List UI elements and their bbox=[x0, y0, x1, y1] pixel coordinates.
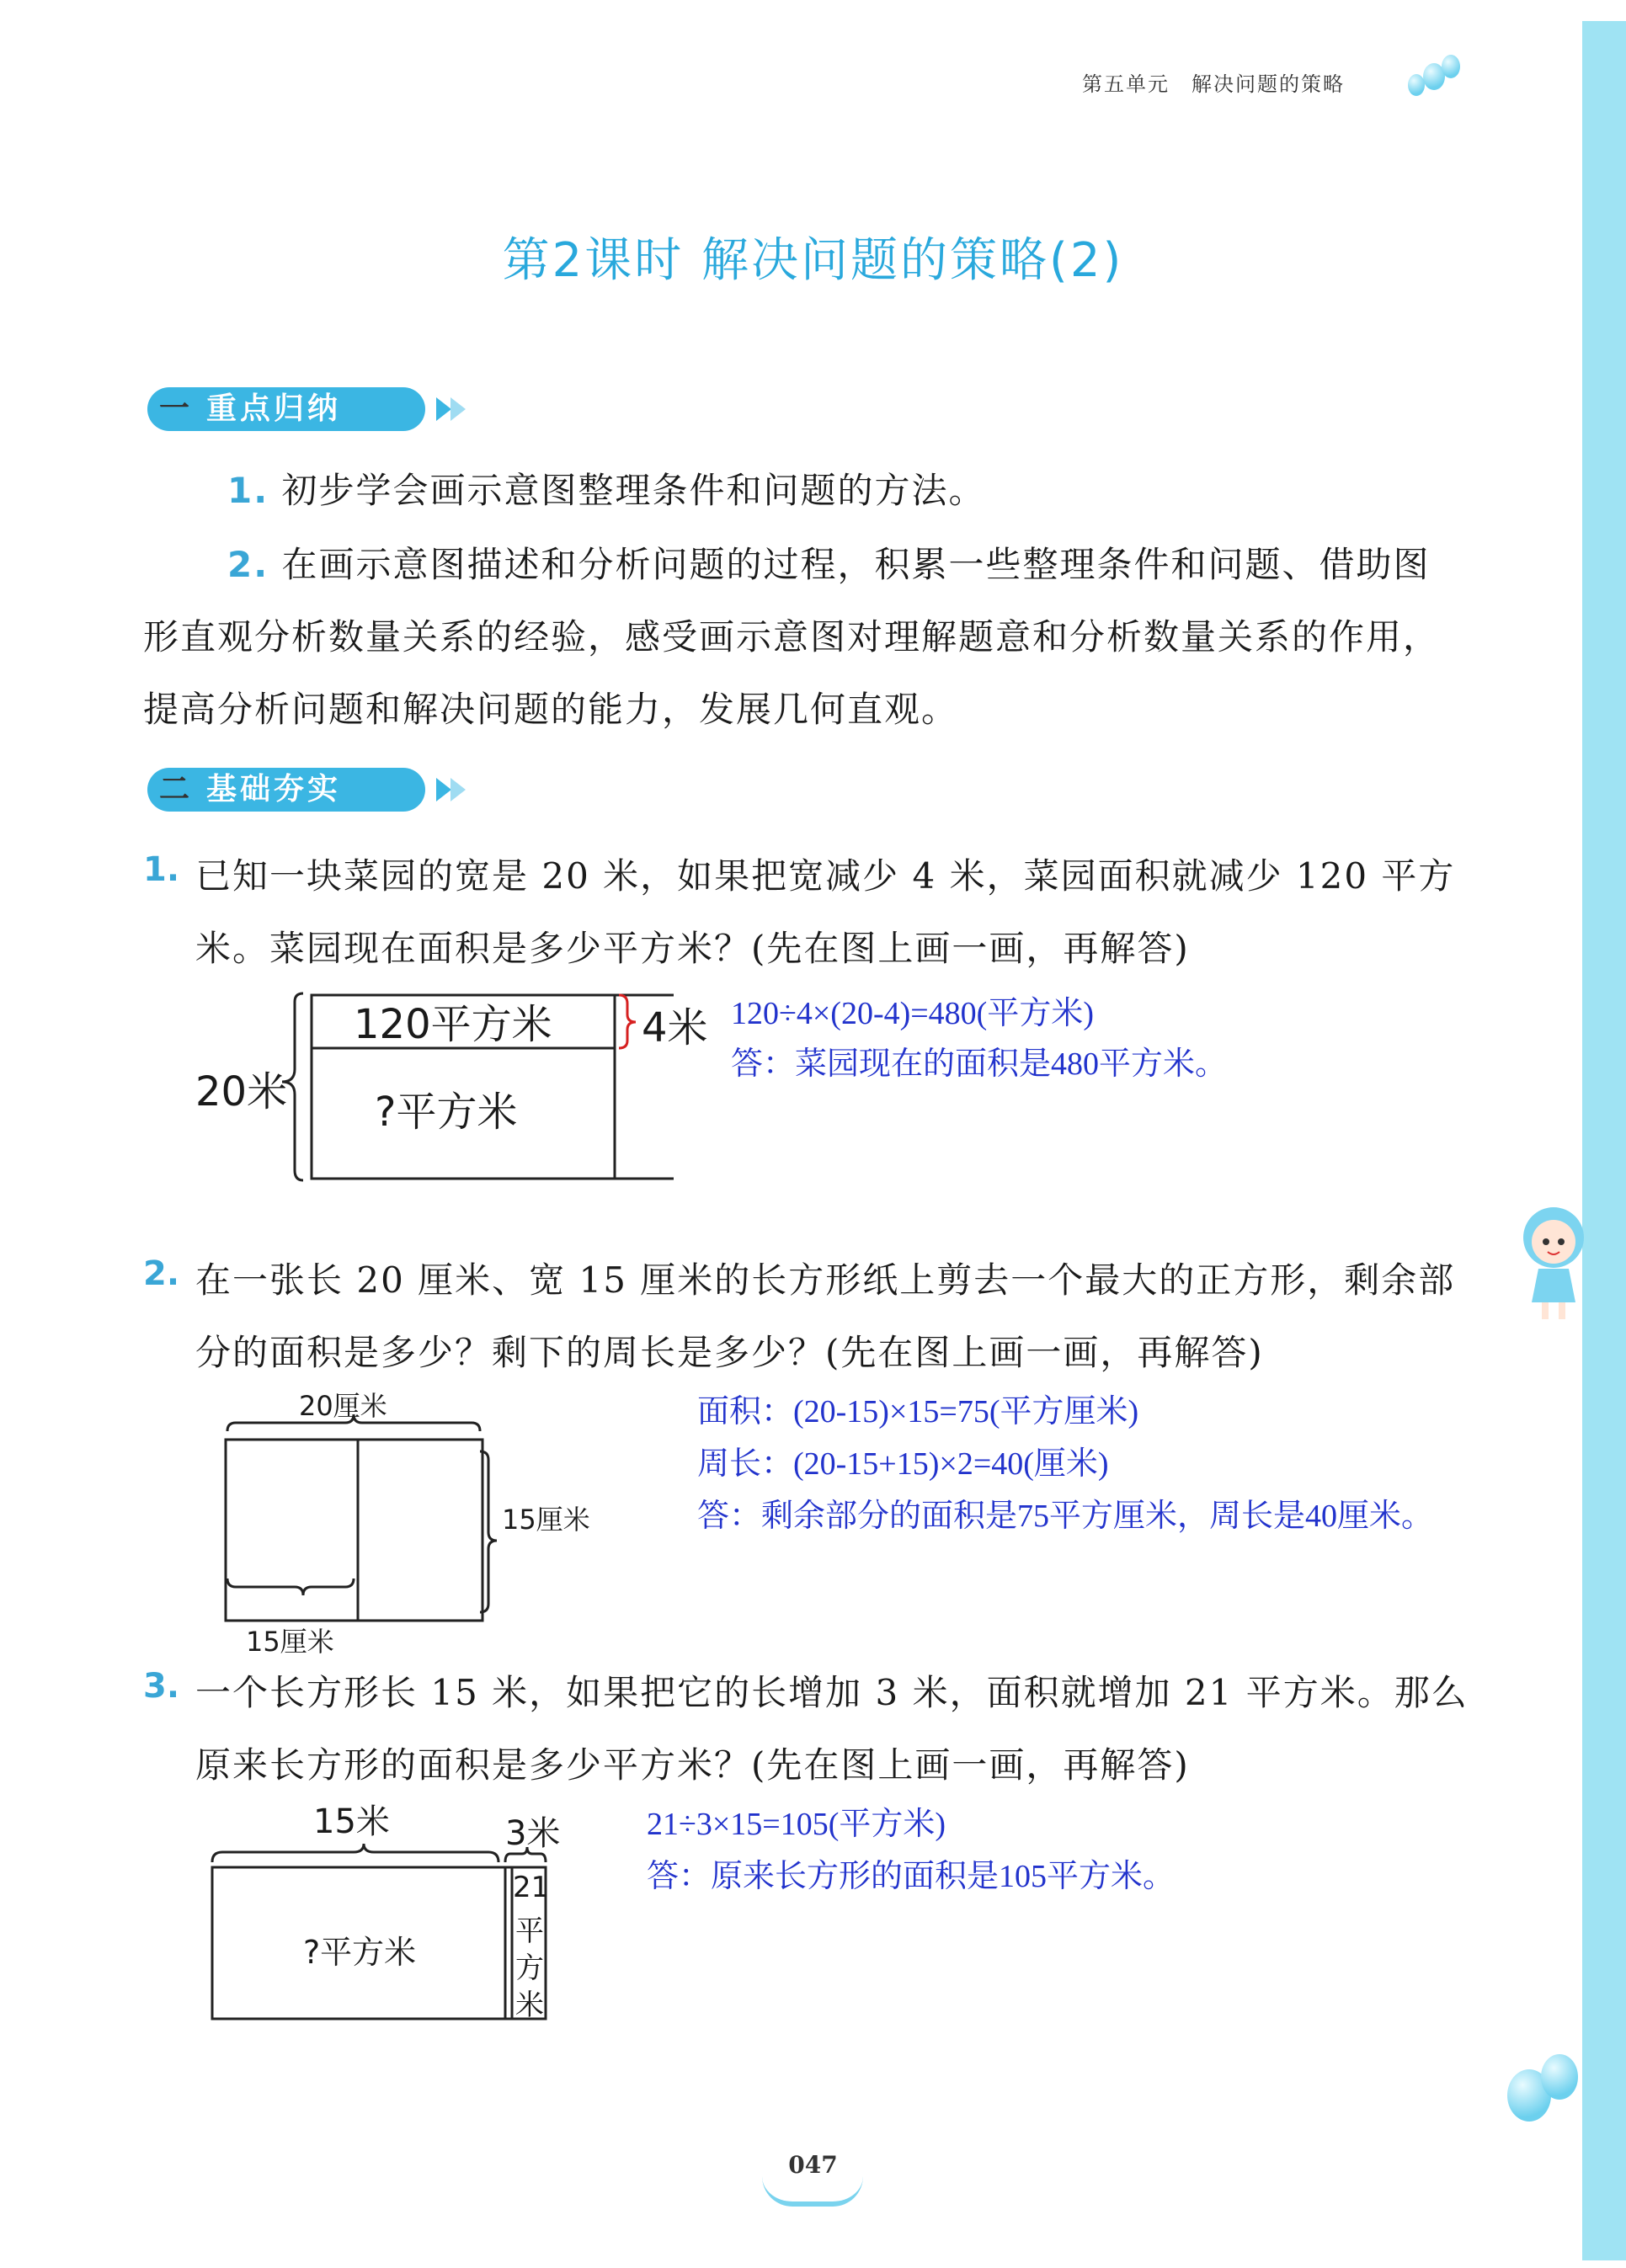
arrow-icon bbox=[436, 778, 451, 801]
q3-strip-label-2: 平 bbox=[515, 1914, 544, 1948]
q3-top-right-label: 3米 bbox=[505, 1814, 561, 1853]
q1-left-label: 20米 bbox=[195, 1068, 288, 1115]
question-number: 3. bbox=[143, 1667, 180, 1706]
page-title: 第2课时 解决问题的策略(2) bbox=[502, 233, 1124, 288]
question-1-line1: 已知一块菜园的宽是 20 米，如果把宽减少 4 米，菜园面积就减少 120 平方 bbox=[195, 855, 1456, 897]
section-number: 二 bbox=[158, 772, 189, 807]
question-3-line2: 原来长方形的面积是多少平方米？(先在图上画一画，再解答) bbox=[195, 1744, 1190, 1786]
running-header: 第五单元 解决问题的策略 bbox=[1082, 72, 1345, 96]
key-point-1: 1. 初步学会画示意图整理条件和问题的方法。 bbox=[227, 470, 986, 511]
q3-strip-label-4: 米 bbox=[515, 1988, 544, 2022]
arrow-icon bbox=[450, 778, 466, 801]
q3-answer-calc: 21÷3×15=105(平方米) bbox=[647, 1807, 946, 1842]
q3-center-label: ?平方米 bbox=[303, 1934, 417, 1971]
key-point-2-line3: 提高分析问题和解决问题的能力，发展几何直观。 bbox=[143, 689, 959, 730]
page-number-decoration bbox=[762, 2176, 863, 2207]
arrow-icon bbox=[450, 397, 466, 421]
question-number: 1. bbox=[143, 850, 180, 889]
q1-answer-calc: 120÷4×(20-4)=480(平方米) bbox=[731, 996, 1094, 1031]
q2-answer-perimeter: 周长：(20-15+15)×2=40(厘米) bbox=[697, 1446, 1109, 1482]
balloon-icon bbox=[1541, 2054, 1578, 2100]
question-2-line2: 分的面积是多少？剩下的周长是多少？(先在图上画一画，再解答) bbox=[195, 1332, 1264, 1373]
girl-mascot-icon bbox=[1511, 1200, 1596, 1326]
section-tag-key-points bbox=[147, 387, 425, 431]
arrow-icon bbox=[436, 397, 451, 421]
q1-top-label: 120平方米 bbox=[354, 1001, 552, 1048]
q1-right-label: 4米 bbox=[642, 1004, 708, 1051]
q1-answer-reply: 答：菜园现在的面积是480平方米。 bbox=[731, 1046, 1228, 1082]
balloon-icon bbox=[1408, 74, 1425, 96]
q2-bottom-label: 15厘米 bbox=[246, 1626, 334, 1658]
key-point-2-line2: 形直观分析数量关系的经验，感受画示意图对理解题意和分析数量关系的作用， bbox=[143, 616, 1441, 658]
section-tag-basics bbox=[147, 768, 425, 812]
question-number: 2. bbox=[143, 1254, 180, 1293]
section-number: 一 bbox=[158, 391, 189, 426]
section-label: 重点归纳 bbox=[206, 391, 342, 426]
question-1-line2: 米。菜园现在面积是多少平方米？(先在图上画一画，再解答) bbox=[195, 928, 1190, 969]
section-label: 基础夯实 bbox=[206, 772, 342, 807]
q3-answer-reply: 答：原来长方形的面积是105平方米。 bbox=[647, 1859, 1176, 1894]
q2-answer-reply: 答：剩余部分的面积是75平方厘米，周长是40厘米。 bbox=[697, 1499, 1434, 1534]
q1-bottom-label: ?平方米 bbox=[375, 1089, 518, 1136]
q2-answer-area: 面积：(20-15)×15=75(平方厘米) bbox=[697, 1394, 1139, 1429]
balloon-icon bbox=[1442, 55, 1460, 78]
q3-top-label: 15米 bbox=[313, 1802, 390, 1841]
q3-strip-label-1: 21 bbox=[513, 1871, 550, 1904]
q2-right-label: 15厘米 bbox=[502, 1504, 590, 1536]
question-3-line1: 一个长方形长 15 米，如果把它的长增加 3 米，面积就增加 21 平方米。那么 bbox=[195, 1672, 1469, 1713]
question-2-line1: 在一张长 20 厘米、宽 15 厘米的长方形纸上剪去一个最大的正方形，剩余部 bbox=[195, 1259, 1456, 1301]
q2-top-label: 20厘米 bbox=[299, 1390, 387, 1422]
page-number: 047 bbox=[788, 2151, 838, 2179]
key-point-2-line1: 2. 在画示意图描述和分析问题的过程，积累一些整理条件和问题、借助图 bbox=[227, 544, 1431, 585]
q3-strip-label-3: 方 bbox=[515, 1951, 544, 1985]
page-edge-wave bbox=[1572, 21, 1592, 2260]
